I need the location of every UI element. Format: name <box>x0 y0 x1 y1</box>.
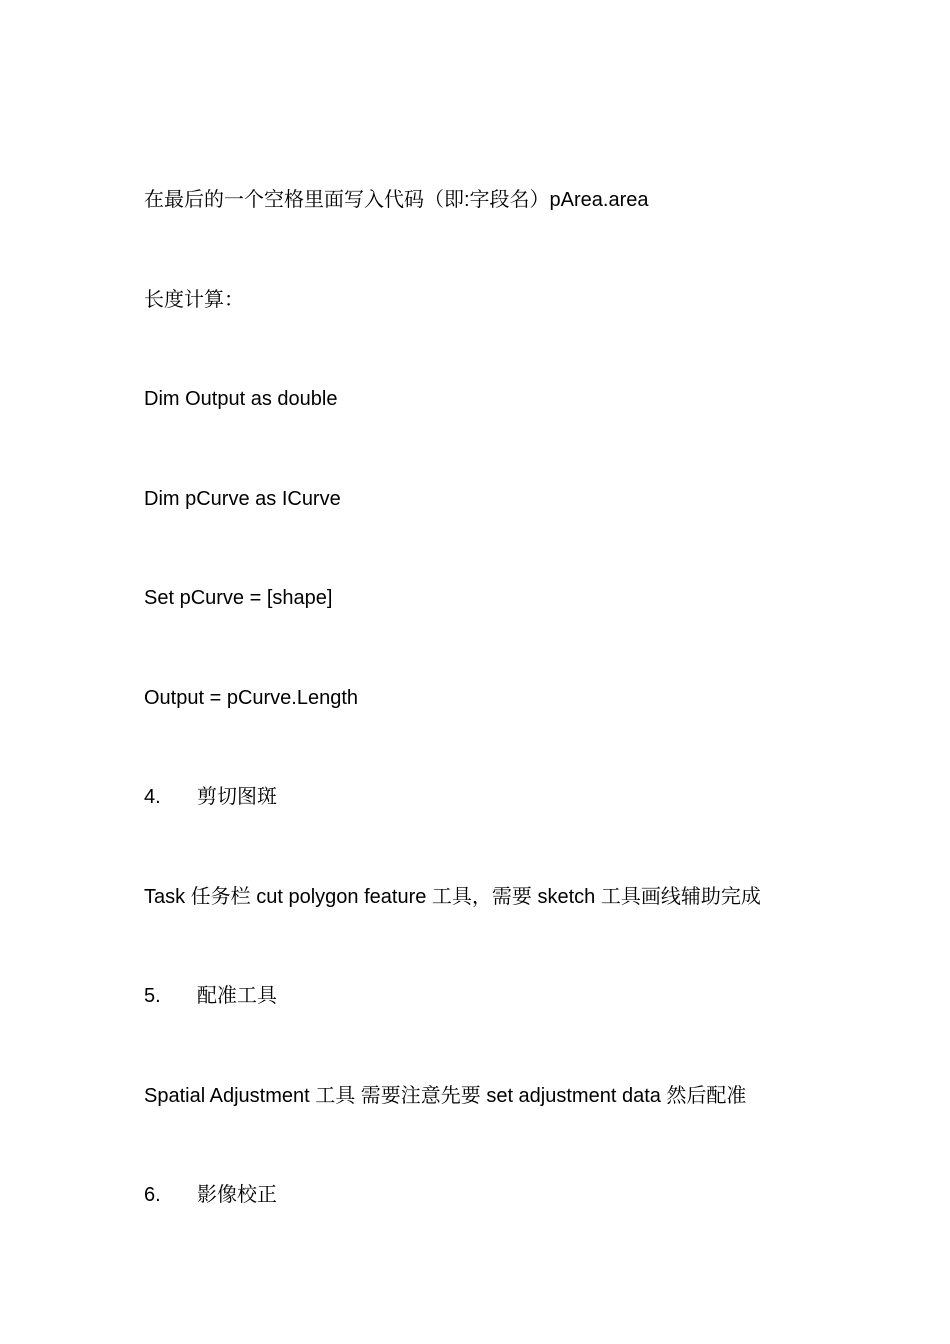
spatial-adjustment-paragraph: Spatial Adjustment 工具 需要注意先要 set adjustment data 然后配准 <box>144 1085 747 1107</box>
task-cut-polygon-paragraph: Task 任务栏 cut polygon feature 工具，需要 sketch 工具画线辅助完成 <box>144 886 761 908</box>
section-number: 4. <box>144 786 161 808</box>
code-line-set-pcurve: Set pCurve = [shape] <box>144 587 333 609</box>
code-line-output-length: Output = pCurve.Length <box>144 687 359 709</box>
code-line-dim-pcurve: Dim pCurve as ICurve <box>144 488 341 510</box>
length-calc-heading: 长度计算： <box>144 289 244 311</box>
section-title: 影像校正 <box>197 1184 277 1206</box>
section-title: 配准工具 <box>197 985 277 1007</box>
section-title: 剪切图斑 <box>197 786 277 808</box>
section-heading-4 <box>144 783 277 811</box>
section-number: 6. <box>144 1184 161 1206</box>
section-heading-5 <box>144 982 277 1010</box>
code-line-dim-output: Dim Output as double <box>144 388 338 410</box>
section-heading-6 <box>144 1181 277 1209</box>
field-code-paragraph: 在最后的一个空格里面写入代码（即:字段名）pArea.area <box>144 189 649 211</box>
section-number: 5. <box>144 985 161 1007</box>
